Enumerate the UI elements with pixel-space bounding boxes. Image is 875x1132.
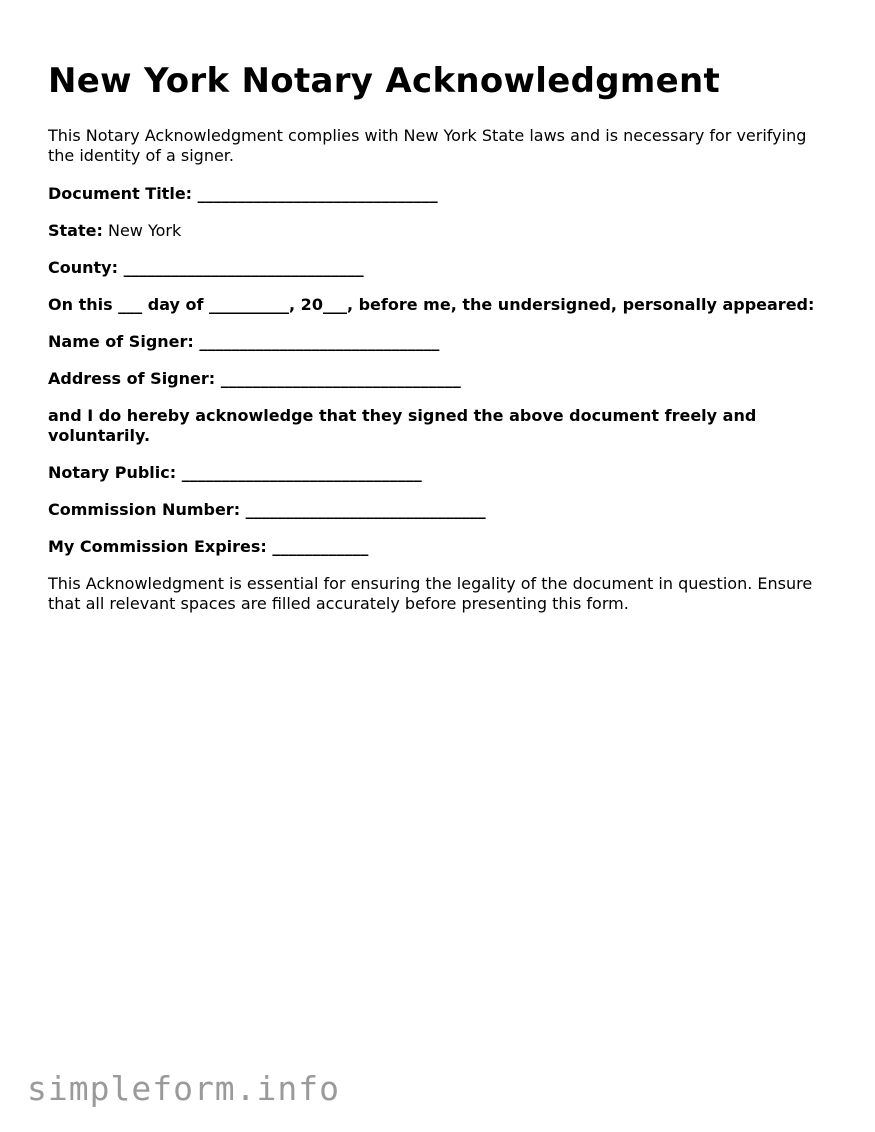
state-value: New York [107, 221, 182, 240]
commission-number-field [48, 500, 828, 520]
appearance-statement: On this ___ day of __________, 20___, before me, the undersigned, personally appeared: [48, 295, 815, 314]
commission-expires-blank: ____________ [272, 537, 369, 556]
signer-address-field [48, 369, 828, 389]
commission-number-label: Commission Number: [48, 500, 241, 519]
closing-paragraph: This Acknowledgment is essential for ensuring the legality of the document in question. Ensure that all relevant spaces are filled accurately before presenting this form. [48, 574, 813, 613]
signer-name-field [48, 332, 828, 352]
commission-expires-field [48, 537, 828, 557]
document-title-blank: ______________________________ [197, 184, 438, 203]
signer-address-blank: ______________________________ [220, 369, 461, 388]
state-field [48, 221, 828, 241]
commission-expires-label: My Commission Expires: [48, 537, 267, 556]
watermark: simpleform.info [27, 1069, 341, 1108]
document-title-field [48, 184, 828, 204]
acknowledgment-statement: and I do hereby acknowledge that they signed the above document freely and voluntarily. [48, 406, 757, 445]
state-label: State: [48, 221, 103, 240]
intro-paragraph: This Notary Acknowledgment complies with New York State laws and is necessary for verifying the identity of a signer. [48, 126, 807, 165]
notary-public-field [48, 463, 828, 483]
county-field [48, 258, 828, 278]
county-blank: ______________________________ [123, 258, 364, 277]
commission-number-blank: ______________________________ [245, 500, 486, 519]
page-title: New York Notary Acknowledgment [48, 61, 720, 101]
signer-name-label: Name of Signer: [48, 332, 194, 351]
signer-name-blank: ______________________________ [199, 332, 440, 351]
notary-public-label: Notary Public: [48, 463, 177, 482]
document-title-label: Document Title: [48, 184, 193, 203]
notary-public-blank: ______________________________ [181, 463, 422, 482]
notary-form [48, 58, 828, 614]
county-label: County: [48, 258, 118, 277]
signer-address-label: Address of Signer: [48, 369, 216, 388]
